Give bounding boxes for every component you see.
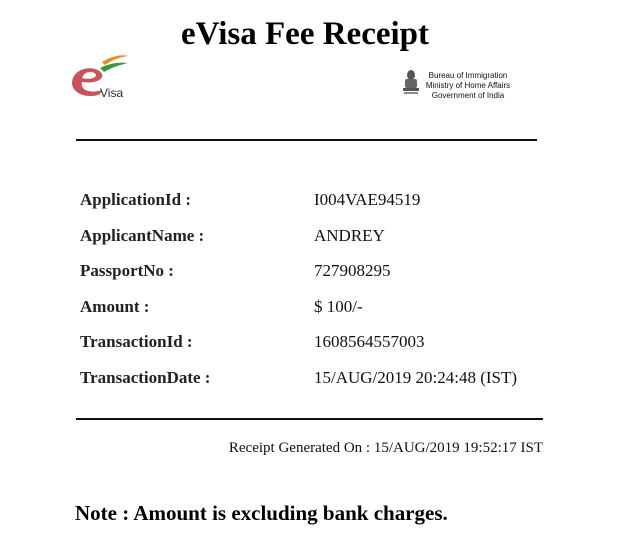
detail-label: PassportNo : [80, 261, 174, 280]
detail-row-applicant-name [80, 226, 560, 262]
authority-block [420, 71, 516, 101]
authority-line-2: Ministry of Home Affairs [425, 81, 511, 90]
detail-label: ApplicationId : [80, 190, 191, 209]
receipt-generated-text: Receipt Generated On : 15/AUG/2019 19:52:17 IST [228, 440, 543, 456]
page-title: eVisa Fee Receipt [181, 16, 429, 52]
evisa-logo-icon [58, 50, 138, 106]
detail-value: 1608564557003 [314, 332, 425, 351]
authority-line-3: Government of India [431, 91, 505, 100]
bottom-divider [76, 418, 543, 420]
detail-label: TransactionId : [80, 332, 193, 351]
detail-value: 15/AUG/2019 20:24:48 (IST) [314, 367, 518, 387]
detail-value: I004VAE94519 [314, 190, 421, 209]
detail-row-amount [80, 297, 560, 333]
detail-value: ANDREY [314, 225, 385, 245]
detail-row-transaction-id [80, 332, 560, 368]
logo-text: Visa [100, 86, 124, 100]
receipt-details [80, 190, 560, 403]
authority-line-1: Bureau of Immigration [428, 71, 508, 80]
detail-row-passport-no [80, 261, 560, 297]
detail-row-transaction-date [80, 368, 560, 404]
national-emblem-icon [400, 68, 422, 98]
detail-value: 727908295 [314, 261, 391, 280]
detail-label: TransactionDate : [80, 367, 211, 387]
top-divider [76, 139, 537, 141]
detail-row-application-id [80, 190, 560, 226]
note-text: Note : Amount is excluding bank charges. [75, 501, 448, 525]
detail-label: Amount : [80, 296, 150, 316]
detail-value: $ 100/- [314, 296, 363, 316]
detail-label: ApplicantName : [80, 225, 205, 245]
